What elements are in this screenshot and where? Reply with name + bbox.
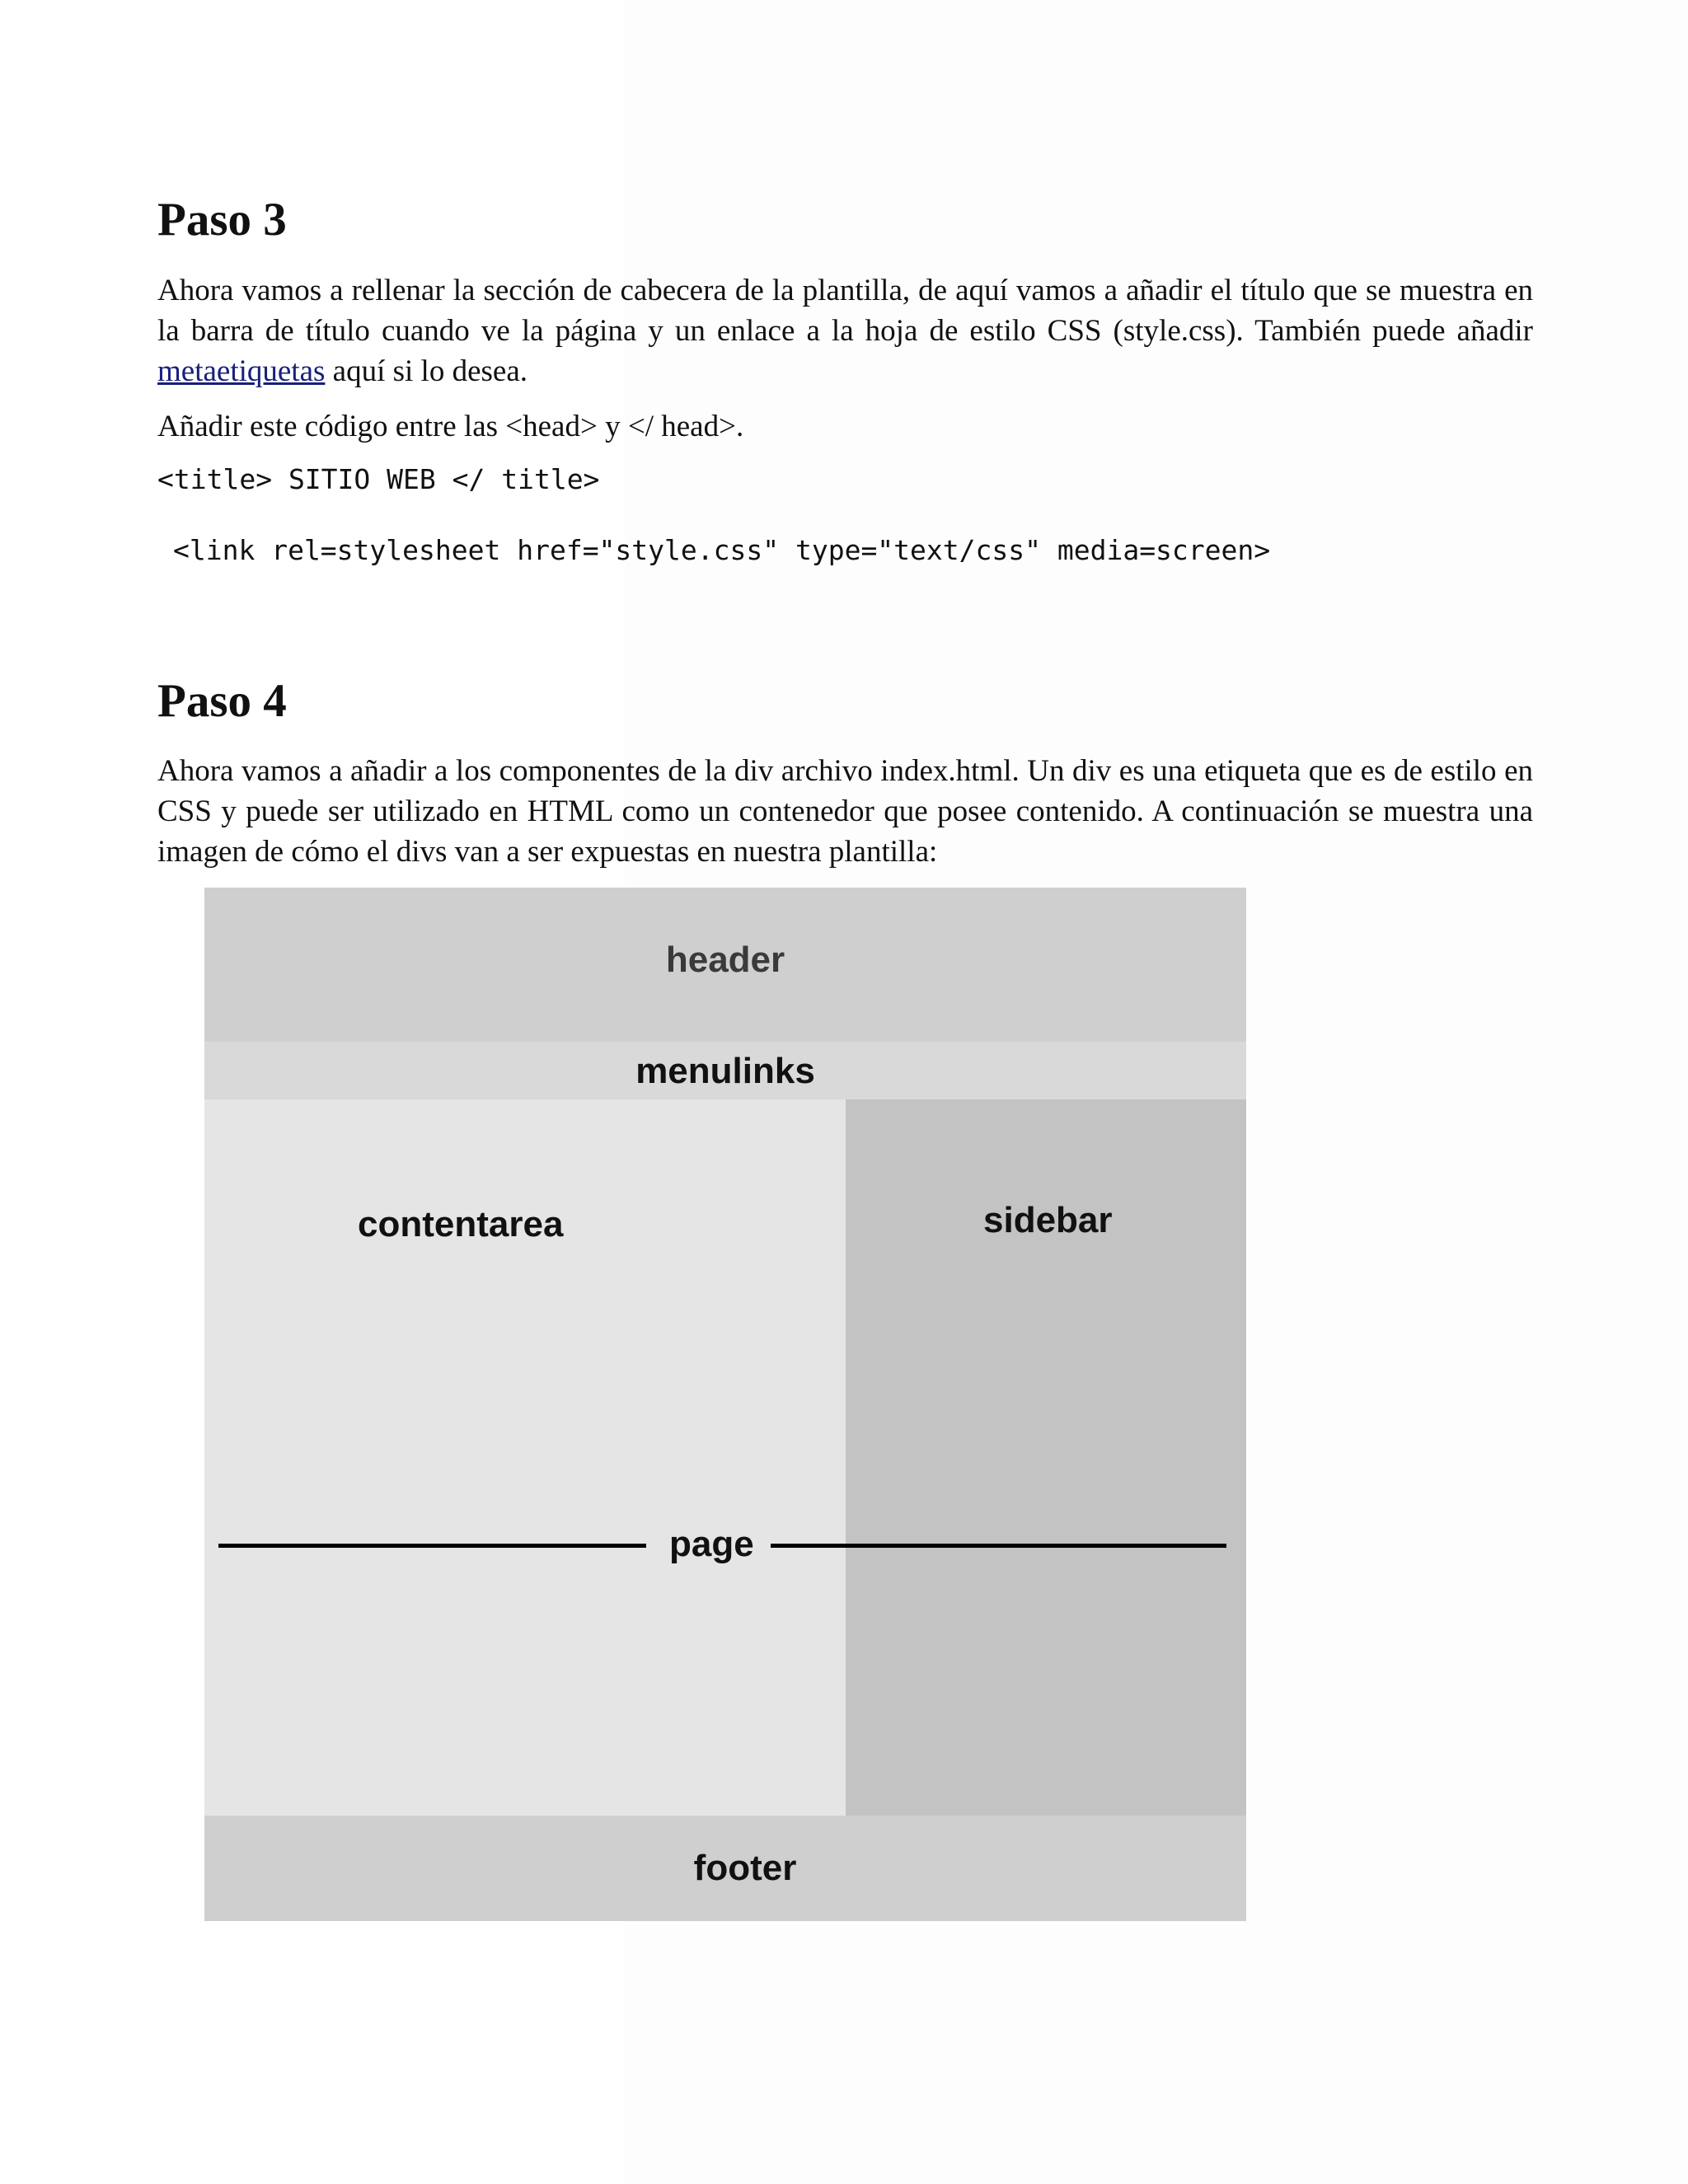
footer-label: footer xyxy=(693,1848,797,1888)
div-layout-diagram xyxy=(204,888,1246,1921)
header-region xyxy=(204,888,1246,1042)
sidebar-region xyxy=(846,1099,1246,1816)
header-label: header xyxy=(665,940,785,980)
code-title-line: <title> SITIO WEB </ title> xyxy=(157,463,600,495)
menulinks-label: menulinks xyxy=(635,1051,815,1091)
footer-region xyxy=(204,1816,1246,1921)
step-3-instruction: Añadir este código entre las <head> y </ head>. xyxy=(157,410,744,443)
contentarea-label: contentarea xyxy=(358,1204,564,1244)
sidebar-label: sidebar xyxy=(983,1200,1113,1240)
code-link-line: <link rel=stylesheet href="style.css" type="text/css" media=screen> xyxy=(173,534,1271,566)
page-boundary-line-right xyxy=(771,1544,1226,1548)
menulinks-region xyxy=(204,1042,1246,1099)
contentarea-region xyxy=(204,1099,846,1816)
step-3-paragraph-text-end: aquí si lo desea. xyxy=(325,354,528,388)
step-3-paragraph xyxy=(157,270,1533,391)
metaetiquetas-link[interactable]: metaetiquetas xyxy=(157,354,326,388)
page-boundary-line-left xyxy=(218,1544,646,1548)
step-4-heading: Paso 4 xyxy=(157,675,287,727)
page-label: page xyxy=(669,1524,754,1564)
step-4-paragraph: Ahora vamos a añadir a los componentes de la div archivo index.html. Un div es una etiqueta que es de estilo en CSS y puede ser utilizado en HTML como un contenedor que posee contenido. A continuación se muestra una imagen de cómo el divs van a ser expuestas en nuestra plantilla: xyxy=(157,754,1533,869)
step-3-heading: Paso 3 xyxy=(157,194,287,246)
step-3-paragraph-text-start: Ahora vamos a rellenar la sección de cabecera de la plantilla, de aquí vamos a añadir el título que se muestra en la barra de título cuando ve la página y un enlace a la hoja de estilo CSS (style.css). También puede añadir xyxy=(157,274,1533,348)
